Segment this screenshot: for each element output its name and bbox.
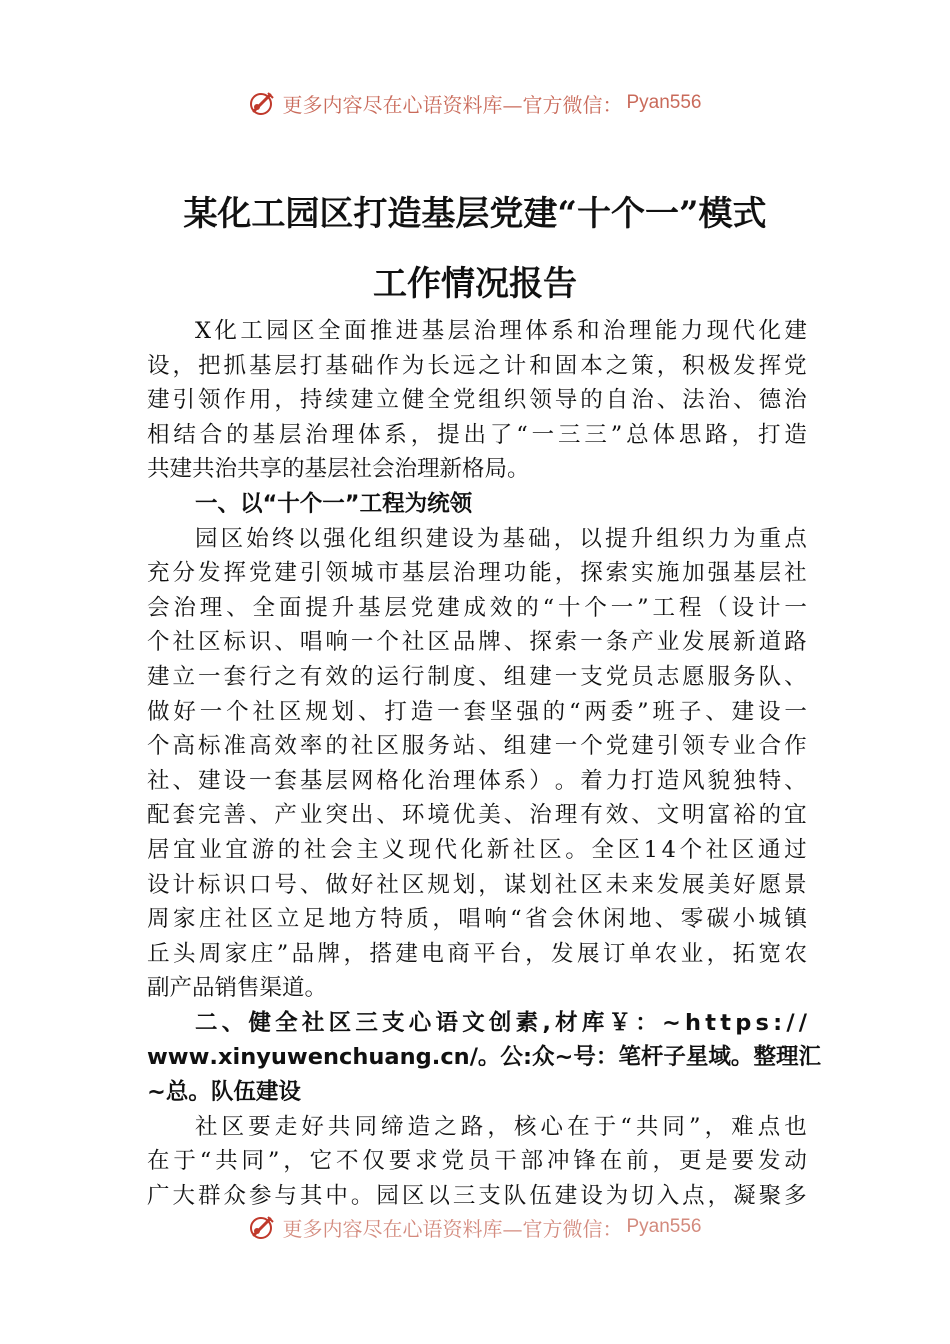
- body-line: 配 套 完 善 、 产 业 突 出 、 环 境 优 美 、 治 理 有 效 、 文 明 富 裕 的 宜: [147, 802, 807, 829]
- body-line: 设 ， 把 抓 基 层 打 基 础 作 为 长 远 之 计 和 固 本 之 策 ， 积 极 发 挥 党: [147, 352, 807, 379]
- footer-wechat-id: Pyan556: [626, 1216, 702, 1237]
- body-line: 会 治 理 、 全 面 提 升 基 层 党 建 成 效 的 “ 十 个 一 ” 工 程 （ 设 计 一: [147, 594, 807, 621]
- body-line: 个 高 标 准 高 效 率 的 社 区 服 务 站 、 组 建 一 个 党 建 引 领 专 业 合 作: [147, 733, 807, 760]
- body-line: 建 引 领 作 用 ， 持 续 建 立 健 全 党 组 织 领 导 的 自 治 、 法 治 、 德 治: [147, 387, 807, 414]
- body-line: 广 大 群 众 参 与 其 中 。 园 区 以 三 支 队 伍 建 设 为 切 入 点 ， 凝 聚 多: [147, 1182, 807, 1209]
- pen-logo-icon: [248, 89, 276, 117]
- document-title-line-1: 某化工园区打造基层党建“十个一”模式: [183, 194, 767, 234]
- body-line: 设 计 标 识 口 号 、 做 好 社 区 规 划 ， 谋 划 社 区 未 来 发 展 美 好 愿 景: [147, 871, 807, 898]
- section-heading-2: 二 、 健 全 社 区 三 支 心 语 文 创 素 , 材 库 ￥ ： ~ h t t p s : / /: [195, 1009, 807, 1036]
- body-line: 居 宜 业 宜 游 的 社 会 主 义 现 代 化 新 社 区 。 全 区 1 4 个 社 区 通 过: [147, 836, 807, 863]
- body-line: 个 社 区 标 识 、 唱 响 一 个 社 区 品 牌 、 探 索 一 条 产 业 发 展 新 道 路: [147, 629, 807, 656]
- body-line: 社 、 建 设 一 套 基 层 网 格 化 治 理 体 系 ） 。 着 力 打 造 风 貌 独 特 、: [147, 767, 807, 794]
- body-line: 充 分 发 挥 党 建 引 领 城 市 基 层 治 理 功 能 ， 探 索 实 施 加 强 基 层 社: [147, 560, 807, 587]
- body-line: 在 于 “ 共 同 ” ， 它 不 仅 要 求 党 员 干 部 冲 锋 在 前 ， 更 是 要 发 动: [147, 1148, 807, 1175]
- document-title-line-2: 工作情况报告: [373, 264, 577, 304]
- footer-watermark-banner: [0, 1210, 950, 1244]
- body-line: 副产品销售渠道。: [147, 975, 328, 1002]
- body-line: 社 区 要 走 好 共 同 缔 造 之 路 ， 核 心 在 于 “ 共 同 ” ， 难 点 也: [195, 1113, 807, 1140]
- section-heading-2-cont: w w w . x i n y u w e n c h u a n g . c n / 。 公 : 众 ~ 号 ： 笔 杆 子 星 域 。 整 理 汇: [147, 1044, 821, 1071]
- section-heading-2-end: ~总。队伍建设: [147, 1079, 301, 1106]
- body-line: X 化 工 园 区 全 面 推 进 基 层 治 理 体 系 和 治 理 能 力 现 代 化 建: [195, 318, 807, 344]
- footer-banner-text: 更多内容尽在心语资料库—官方微信：: [282, 1216, 623, 1241]
- body-line: 丘 头 周 家 庄 ” 品 牌 ， 搭 建 电 商 平 台 ， 发 展 订 单 农 业 ， 拓 宽 农: [147, 940, 807, 967]
- section-heading-1: 一、以“十个一”工程为统领: [195, 490, 473, 517]
- body-line: 相 结 合 的 基 层 治 理 体 系 ， 提 出 了 “ 一 三 三 ” 总 体 思 路 ， 打 造: [147, 421, 807, 448]
- pen-logo-icon: [248, 1213, 276, 1241]
- header-banner-text: 更多内容尽在心语资料库—官方微信：: [282, 92, 623, 117]
- body-line: 园 区 始 终 以 强 化 组 织 建 设 为 基 础 ， 以 提 升 组 织 力 为 重 点: [195, 525, 807, 552]
- body-line: 共建共治共享的基层社会治理新格局。: [147, 456, 530, 483]
- document-body: [147, 314, 821, 1213]
- header-wechat-id: Pyan556: [626, 92, 702, 113]
- body-line: 做 好 一 个 社 区 规 划 、 打 造 一 套 坚 强 的 “ 两 委 ” 班 子 、 建 设 一: [147, 698, 807, 725]
- body-line: 建 立 一 套 行 之 有 效 的 运 行 制 度 、 组 建 一 支 党 员 志 愿 服 务 队 、: [147, 663, 807, 690]
- body-line: 周 家 庄 社 区 立 足 地 方 特 质 ， 唱 响 “ 省 会 休 闲 地 、 零 碳 小 城 镇: [147, 906, 807, 933]
- header-watermark-banner: [0, 86, 950, 120]
